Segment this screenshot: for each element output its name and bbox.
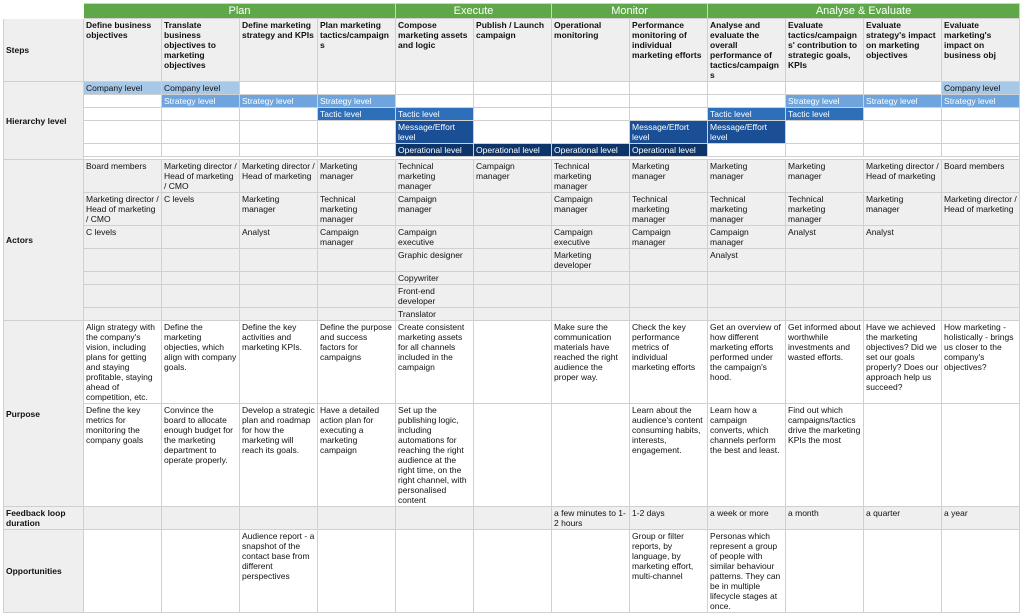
actors-row [4,226,1020,249]
actor-cell: Technical marketing manager [708,193,786,226]
empty-cell [552,82,630,95]
actor-cell: Campaign manager [552,193,630,226]
empty-cell [318,82,396,95]
feedback-cell: 1-2 days [630,507,708,530]
hierarchy-row-strategy [4,95,1020,108]
empty-cell [162,144,240,157]
actor-cell [708,285,786,308]
actor-cell [942,226,1020,249]
empty-cell [162,121,240,144]
actor-cell [162,285,240,308]
purpose-cell: Get informed about worthwhile investments and wasted efforts. [786,321,864,404]
row-label-purpose: Purpose [4,321,84,507]
step-cell: Define marketing strategy and KPIs [240,19,318,82]
actor-cell [786,285,864,308]
step-cell: Translate business objectives to marketing objectives [162,19,240,82]
actor-cell [84,308,162,321]
actor-cell: Campaign manager [474,160,552,193]
row-label-hierarchy: Hierarchy level [4,82,84,160]
actor-cell [318,308,396,321]
actors-row [4,193,1020,226]
empty-cell [318,144,396,157]
actor-cell [864,285,942,308]
actor-cell [240,308,318,321]
feedback-cell: a year [942,507,1020,530]
actor-cell [942,308,1020,321]
phase-analyse-evaluate: Analyse & Evaluate [708,4,1020,19]
opportunity-cell [318,530,396,613]
feedback-cell: a quarter [864,507,942,530]
purpose-cell [552,404,630,507]
phase-row [4,4,1020,19]
actor-cell: Analyst [240,226,318,249]
actor-cell [318,249,396,272]
opportunity-cell: Personas which represent a group of people with similar behaviour patterns. They can be in multiple lifecycle stages at once. [708,530,786,613]
actor-cell: Analyst [786,226,864,249]
purpose-cell: How marketing - holistically - brings us closer to the company's objectives? [942,321,1020,404]
actor-cell [318,272,396,285]
opportunity-cell [786,530,864,613]
actor-cell: Copywriter [396,272,474,285]
actor-cell: Marketing manager [864,193,942,226]
actor-cell: Campaign manager [396,193,474,226]
empty-cell [630,82,708,95]
level-message-cell: Message/Effort level [396,121,474,144]
level-company-cell: Company level [942,82,1020,95]
actor-cell [474,285,552,308]
row-label-feedback: Feedback loop duration [4,507,84,530]
actor-cell [162,272,240,285]
actor-cell [84,272,162,285]
actor-cell: Campaign manager [318,226,396,249]
feedback-cell: a few minutes to 1-2 hours [552,507,630,530]
actor-cell [84,249,162,272]
empty-cell [240,144,318,157]
actor-cell: Analyst [708,249,786,272]
step-cell: Performance monitoring of individual marketing efforts [630,19,708,82]
level-strategy-cell: Strategy level [318,95,396,108]
empty-cell [786,144,864,157]
empty-cell [708,144,786,157]
actors-row [4,308,1020,321]
empty-cell [240,108,318,121]
actor-cell: Technical marketing manager [630,193,708,226]
opportunity-cell [162,530,240,613]
empty-cell [84,108,162,121]
step-cell: Evaluate marketing's impact on business obj [942,19,1020,82]
actors-row [4,285,1020,308]
actor-cell: Marketing manager [240,193,318,226]
actor-cell: Marketing director / Head of marketing [240,160,318,193]
level-strategy-cell: Strategy level [786,95,864,108]
empty-cell [630,108,708,121]
actor-cell: Campaign manager [708,226,786,249]
actor-cell [864,249,942,272]
level-strategy-cell: Strategy level [942,95,1020,108]
empty-cell [786,82,864,95]
actor-cell: Technical marketing manager [318,193,396,226]
empty-cell [942,144,1020,157]
actor-cell [240,285,318,308]
purpose-cell: Make sure the communication materials have reached the right audience the proper way. [552,321,630,404]
actor-cell: Marketing director / Head of marketing / CMO [84,193,162,226]
purpose-cell: Find out which campaigns/tactics drive the marketing KPIs the most [786,404,864,507]
level-company-cell: Company level [84,82,162,95]
feedback-cell [84,507,162,530]
actor-cell: Technical marketing manager [552,160,630,193]
purpose-cell [474,404,552,507]
actor-cell [240,249,318,272]
hierarchy-row-company [4,82,1020,95]
opportunity-cell [84,530,162,613]
feedback-cell [318,507,396,530]
actor-cell [942,272,1020,285]
actor-cell [474,249,552,272]
opportunity-cell [864,530,942,613]
empty-cell [240,82,318,95]
row-label-actors: Actors [4,160,84,321]
empty-cell [630,95,708,108]
phase-monitor: Monitor [552,4,708,19]
step-cell: Compose marketing assets and logic [396,19,474,82]
level-message-cell: Message/Effort level [708,121,786,144]
step-cell: Analyse and evaluate the overall performance of tactics/campaigns [708,19,786,82]
row-label-steps: Steps [4,19,84,82]
actor-cell: Analyst [864,226,942,249]
actor-cell: Campaign manager [630,226,708,249]
actor-cell [864,308,942,321]
actor-cell: Marketing manager [708,160,786,193]
step-cell: Evaluate strategy's impact on marketing objectives [864,19,942,82]
actor-cell [162,226,240,249]
empty-cell [318,121,396,144]
purpose-cell: Have we achieved the marketing objectives? Did we set our goals properly? Does our approach help us succeed? [864,321,942,404]
empty-cell [84,121,162,144]
empty-cell [864,82,942,95]
feedback-cell [396,507,474,530]
actor-cell [162,308,240,321]
empty-cell [786,121,864,144]
actor-cell [630,285,708,308]
purpose-cell: Have a detailed action plan for executing a marketing campaign [318,404,396,507]
step-cell: Publish / Launch campaign [474,19,552,82]
actor-cell: Translator [396,308,474,321]
actor-cell [708,272,786,285]
feedback-cell [240,507,318,530]
empty-cell [162,108,240,121]
empty-cell [708,82,786,95]
actor-cell [630,272,708,285]
actor-cell: Campaign executive [396,226,474,249]
empty-cell [474,95,552,108]
empty-cell [864,108,942,121]
actor-cell: Technical marketing manager [396,160,474,193]
empty-cell [708,95,786,108]
purpose-cell: Set up the publishing logic, including automations for reaching the right audience at the right time, on the right channel, with personalised content [396,404,474,507]
step-cell: Plan marketing tactics/campaigns [318,19,396,82]
purpose-cell: Learn about the audience's content consuming habits, interests, engagement. [630,404,708,507]
actor-cell: Front-end developer [396,285,474,308]
purpose-cell: Develop a strategic plan and roadmap for how the marketing will reach its goals. [240,404,318,507]
opportunities-row [4,530,1020,613]
actor-cell [552,272,630,285]
actor-cell: Technical marketing manager [786,193,864,226]
actor-cell: Board members [84,160,162,193]
empty-cell [552,95,630,108]
level-operational-cell: Operational level [396,144,474,157]
level-tactic-cell: Tactic level [396,108,474,121]
actor-cell: Marketing manager [318,160,396,193]
actor-cell [240,272,318,285]
purpose-row [4,404,1020,507]
row-label-opportunities: Opportunities [4,530,84,613]
hierarchy-row-message [4,121,1020,144]
feedback-cell [474,507,552,530]
empty-cell [396,82,474,95]
actor-cell [786,308,864,321]
phase-plan: Plan [84,4,396,19]
level-operational-cell: Operational level [630,144,708,157]
actor-cell [630,308,708,321]
actor-cell [786,272,864,285]
actor-cell: Marketing developer [552,249,630,272]
level-message-cell: Message/Effort level [630,121,708,144]
level-tactic-cell: Tactic level [786,108,864,121]
purpose-cell: Convince the board to allocate enough budget for the marketing department to operate properly. [162,404,240,507]
actor-cell [318,285,396,308]
empty-cell [474,82,552,95]
purpose-cell [474,321,552,404]
hierarchy-row-tactic [4,108,1020,121]
level-strategy-cell: Strategy level [240,95,318,108]
opportunity-cell [474,530,552,613]
actor-cell: Campaign executive [552,226,630,249]
purpose-cell: Learn how a campaign converts, which channels perform the best and least. [708,404,786,507]
opportunity-cell [942,530,1020,613]
purpose-cell: Define the marketing objecties, which align with company goals. [162,321,240,404]
actor-cell: Graphic designer [396,249,474,272]
empty-cell [552,108,630,121]
hierarchy-row-operational [4,144,1020,157]
actors-row [4,249,1020,272]
actor-cell [84,285,162,308]
actor-cell: Marketing manager [786,160,864,193]
purpose-cell: Align strategy with the company's vision, including plans for getting and staying profitable, staying ahead of competition, etc. [84,321,162,404]
actor-cell [162,249,240,272]
level-operational-cell: Operational level [474,144,552,157]
step-cell: Operational monitoring [552,19,630,82]
actor-cell [552,285,630,308]
actor-cell: Board members [942,160,1020,193]
purpose-cell: Create consistent marketing assets for all channels included in the campaign [396,321,474,404]
actor-cell [630,249,708,272]
feedback-row [4,507,1020,530]
feedback-cell: a week or more [708,507,786,530]
actor-cell [474,193,552,226]
level-tactic-cell: Tactic level [318,108,396,121]
actors-row [4,160,1020,193]
purpose-row [4,321,1020,404]
empty-cell [84,144,162,157]
actor-cell: Marketing director / Head of marketing / CMO [162,160,240,193]
step-cell: Evaluate tactics/campaigns' contribution to strategic goals, KPIs [786,19,864,82]
opportunity-cell: Group or filter reports, by language, by marketing effort, multi-channel [630,530,708,613]
empty-cell [864,121,942,144]
empty-cell [942,121,1020,144]
actor-cell [786,249,864,272]
empty-cell [396,95,474,108]
empty-cell [942,108,1020,121]
actor-cell [474,226,552,249]
purpose-cell: Define the key activities and marketing KPIs. [240,321,318,404]
actor-cell [864,272,942,285]
empty-cell [864,144,942,157]
opportunity-cell: Audience report - a snapshot of the contact base from different perspectives [240,530,318,613]
actor-cell [474,308,552,321]
corner-cell [4,4,84,19]
empty-cell [240,121,318,144]
purpose-cell [942,404,1020,507]
opportunity-cell [552,530,630,613]
actor-cell [552,308,630,321]
actor-cell: C levels [162,193,240,226]
empty-cell [552,121,630,144]
feedback-cell: a month [786,507,864,530]
actor-cell: C levels [84,226,162,249]
level-strategy-cell: Strategy level [162,95,240,108]
purpose-cell: Check the key performance metrics of individual marketing efforts [630,321,708,404]
empty-cell [474,108,552,121]
level-tactic-cell: Tactic level [708,108,786,121]
actor-cell [942,249,1020,272]
level-company-cell: Company level [162,82,240,95]
actor-cell: Marketing director / Head of marketing [942,193,1020,226]
level-operational-cell: Operational level [552,144,630,157]
empty-cell [84,95,162,108]
marketing-process-table [3,3,1020,613]
steps-row [4,19,1020,82]
step-cell: Define business objectives [84,19,162,82]
actor-cell [474,272,552,285]
actor-cell: Marketing director / Head of marketing [864,160,942,193]
actor-cell [942,285,1020,308]
purpose-cell: Get an overview of how different marketing efforts performed under the campaign's hood. [708,321,786,404]
actor-cell [708,308,786,321]
level-strategy-cell: Strategy level [864,95,942,108]
purpose-cell [864,404,942,507]
purpose-cell: Define the purpose and success factors for campaigns [318,321,396,404]
purpose-cell: Define the key metrics for monitoring the company goals [84,404,162,507]
feedback-cell [162,507,240,530]
opportunity-cell [396,530,474,613]
empty-cell [474,121,552,144]
phase-execute: Execute [396,4,552,19]
actors-row [4,272,1020,285]
actor-cell: Marketing manager [630,160,708,193]
